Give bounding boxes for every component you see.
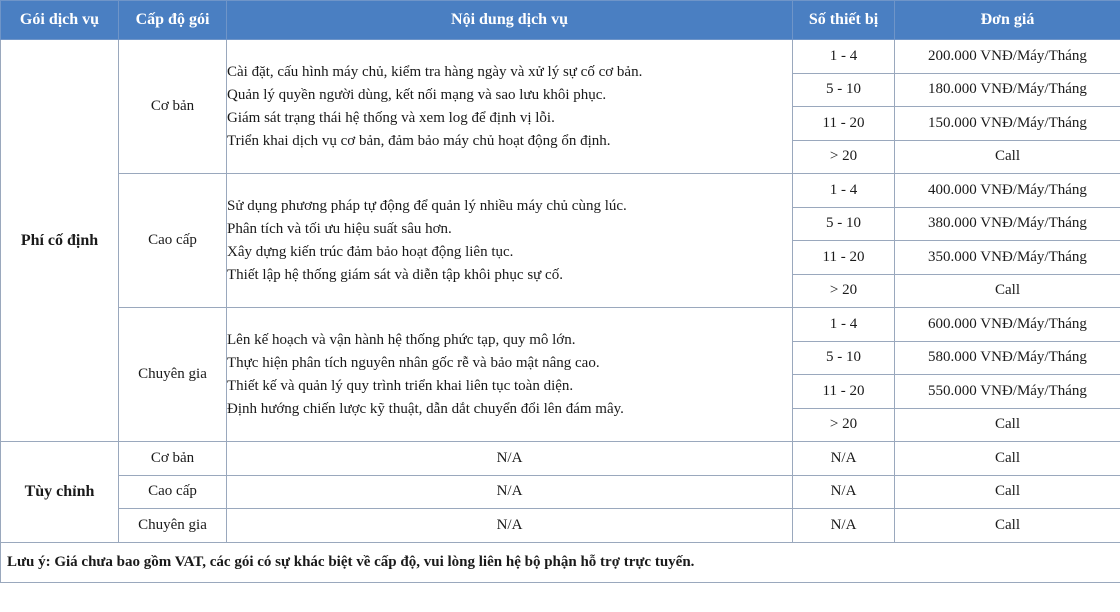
devices-cell: 1 - 4 bbox=[793, 308, 895, 342]
level-cell: Cao cấp bbox=[119, 475, 227, 509]
content-advanced bbox=[227, 174, 793, 308]
content-line: Quản lý quyền người dùng, kết nối mạng và sao lưu khôi phục. bbox=[227, 86, 607, 103]
devices-cell: > 20 bbox=[793, 408, 895, 442]
devices-cell: 1 - 4 bbox=[793, 40, 895, 74]
content-cell: N/A bbox=[227, 475, 793, 509]
content-cell: N/A bbox=[227, 442, 793, 476]
content-line: Giám sát trạng thái hệ thống và xem log để định vị lỗi. bbox=[227, 109, 555, 126]
content-line: Cài đặt, cấu hình máy chủ, kiểm tra hàng ngày và xử lý sự cố cơ bản. bbox=[227, 63, 643, 80]
devices-cell: 11 - 20 bbox=[793, 241, 895, 275]
footnote: Lưu ý: Giá chưa bao gồm VAT, các gói có sự khác biệt về cấp độ, vui lòng liên hệ bộ phận hỗ trợ trực tuyến. bbox=[1, 542, 1120, 582]
devices-cell: 1 - 4 bbox=[793, 174, 895, 208]
level-basic: Cơ bản bbox=[119, 40, 227, 174]
group-fixed-label: Phí cố định bbox=[1, 40, 119, 442]
price-cell: Call bbox=[895, 408, 1120, 442]
content-line: Sử dụng phương pháp tự động để quản lý nhiều máy chủ cùng lúc. bbox=[227, 197, 627, 214]
price-cell: 200.000 VNĐ/Máy/Tháng bbox=[895, 40, 1120, 74]
price-cell: Call bbox=[895, 274, 1120, 308]
content-line: Phân tích và tối ưu hiệu suất sâu hơn. bbox=[227, 220, 452, 237]
devices-cell: 5 - 10 bbox=[793, 341, 895, 375]
price-cell: 580.000 VNĐ/Máy/Tháng bbox=[895, 341, 1120, 375]
header-level: Cấp độ gói bbox=[119, 1, 227, 40]
table-row bbox=[1, 442, 1120, 476]
price-cell: 180.000 VNĐ/Máy/Tháng bbox=[895, 73, 1120, 107]
header-package: Gói dịch vụ bbox=[1, 1, 119, 40]
price-cell: Call bbox=[895, 140, 1120, 174]
devices-cell: 5 - 10 bbox=[793, 73, 895, 107]
price-cell: Call bbox=[895, 442, 1120, 476]
devices-cell: 11 - 20 bbox=[793, 107, 895, 141]
table-row bbox=[1, 308, 1120, 342]
header-row bbox=[1, 1, 1120, 40]
table-row bbox=[1, 475, 1120, 509]
content-basic bbox=[227, 40, 793, 174]
price-cell: 400.000 VNĐ/Máy/Tháng bbox=[895, 174, 1120, 208]
level-cell: Chuyên gia bbox=[119, 509, 227, 543]
content-line: Xây dựng kiến trúc đảm bảo hoạt động liên tục. bbox=[227, 243, 514, 260]
table-row bbox=[1, 174, 1120, 208]
group-custom-label: Tùy chỉnh bbox=[1, 442, 119, 543]
note-row bbox=[1, 542, 1120, 582]
price-cell: Call bbox=[895, 475, 1120, 509]
devices-cell: > 20 bbox=[793, 140, 895, 174]
header-devices: Số thiết bị bbox=[793, 1, 895, 40]
header-price: Đơn giá bbox=[895, 1, 1120, 40]
content-line: Thực hiện phân tích nguyên nhân gốc rễ và bảo mật nâng cao. bbox=[227, 354, 600, 371]
price-cell: 550.000 VNĐ/Máy/Tháng bbox=[895, 375, 1120, 409]
table-row bbox=[1, 40, 1120, 74]
price-cell: 150.000 VNĐ/Máy/Tháng bbox=[895, 107, 1120, 141]
price-cell: 600.000 VNĐ/Máy/Tháng bbox=[895, 308, 1120, 342]
level-advanced: Cao cấp bbox=[119, 174, 227, 308]
content-line: Thiết kế và quản lý quy trình triển khai liên tục toàn diện. bbox=[227, 377, 574, 394]
content-line: Lên kế hoạch và vận hành hệ thống phức tạp, quy mô lớn. bbox=[227, 331, 576, 348]
content-line: Thiết lập hệ thống giám sát và diễn tập khôi phục sự cố. bbox=[227, 266, 563, 283]
devices-cell: > 20 bbox=[793, 274, 895, 308]
level-expert: Chuyên gia bbox=[119, 308, 227, 442]
price-cell: Call bbox=[895, 509, 1120, 543]
content-expert bbox=[227, 308, 793, 442]
header-content: Nội dung dịch vụ bbox=[227, 1, 793, 40]
price-cell: 350.000 VNĐ/Máy/Tháng bbox=[895, 241, 1120, 275]
devices-cell: N/A bbox=[793, 442, 895, 476]
price-cell: 380.000 VNĐ/Máy/Tháng bbox=[895, 207, 1120, 241]
table-row bbox=[1, 509, 1120, 543]
content-line: Định hướng chiến lược kỹ thuật, dẫn dắt chuyển đổi lên đám mây. bbox=[227, 400, 624, 417]
devices-cell: N/A bbox=[793, 509, 895, 543]
devices-cell: 5 - 10 bbox=[793, 207, 895, 241]
devices-cell: N/A bbox=[793, 475, 895, 509]
devices-cell: 11 - 20 bbox=[793, 375, 895, 409]
content-cell: N/A bbox=[227, 509, 793, 543]
level-cell: Cơ bản bbox=[119, 442, 227, 476]
content-line: Triển khai dịch vụ cơ bản, đảm bảo máy chủ hoạt động ổn định. bbox=[227, 132, 611, 149]
